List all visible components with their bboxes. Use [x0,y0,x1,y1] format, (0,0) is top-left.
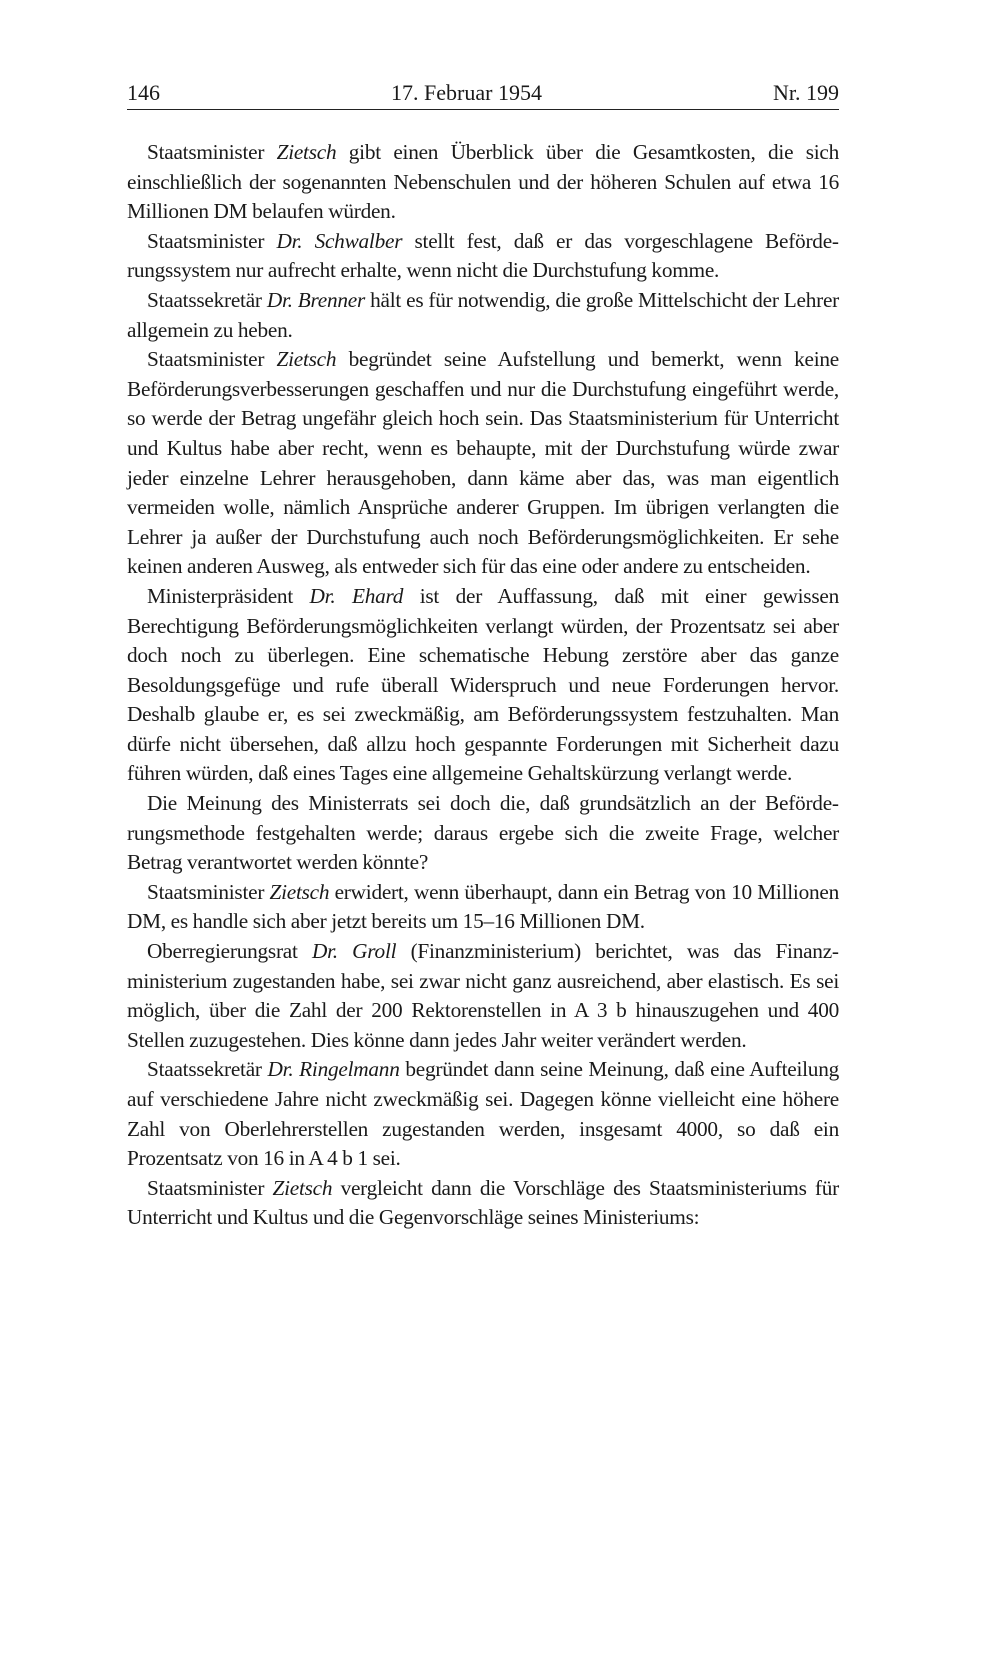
paragraph-text: ist der Auffassung, daß mit einer gewissen Berechtigung Beförderungsmöglichkeiten verlangt würden, der Prozentsatz sei aber doch noch zu überlegen. Eine schematische Hebung zerstöre aber das ganze Besoldungsgefüge und rufe überall Widerspruch und neue Forderungen hervor. Deshalb glaube er, es sei zweckmäßig, am Beförderungssystem festzuhalten. Man dürfe nicht übersehen, daß allzu hoch gespannte Forderungen mit Sicherheit dazu führen würden, daß eines Tages eine allgemeine Gehaltskürzung verlangt werde. [127,583,839,786]
paragraph [127,878,839,937]
paragraph-text: gibt einen Überblick über die Gesamtkosten, die sich einschließlich der sogenannten Nebenschulen und der höheren Schulen auf etwa 16 Millionen DM belaufen würden. [127,140,840,224]
paragraph-text: Staatsminister [147,1175,273,1200]
paragraph-text: stellt fest, daß er das vorgeschlagene Beförderungssystem nur aufrecht erhalte, wenn nicht die Durchstufung komme. [127,228,839,283]
paragraph-text: Staatsminister [147,228,277,253]
paragraph [127,286,839,345]
paragraph-text: Staatssekretär [147,287,267,312]
body-text [127,138,839,1233]
paragraph-text: begründet dann seine Meinung, daß eine Aufteilung auf verschiedene Jahre nicht zweckmäßig sei. Dagegen könne vielleicht eine höhere Zahl von Oberlehrerstellen zugestanden werden, insgesamt 4000, so daß ein Prozentsatz von 16 in A 4 b 1 sei. [127,1057,839,1171]
paragraph-text: Staatsminister [147,347,277,372]
speaker-name: Dr. Brenner [266,287,366,312]
paragraph [127,1174,839,1233]
paragraph-text: vergleicht dann die Vorschläge des Staatsministeriums für Unterricht und Kultus und die Gegenvorschläge seines Ministeriums: [127,1175,839,1230]
paragraph [127,138,839,227]
speaker-name: Zietsch [269,879,330,904]
paragraph [127,937,839,1055]
document-number: Nr. 199 [772,80,839,105]
paragraph [127,582,839,789]
paragraph [127,789,839,878]
document-page [127,78,839,1233]
paragraph-text: Ministerpräsident [147,583,310,608]
paragraph-text: begründet seine Aufstellung und bemerkt, wenn keine Beförderungsverbesserungen geschaffen und nur die Durchstufung eingeführt werde, so werde der Betrag ungefähr gleich hoch sein. Das Staatsministerium für Unterricht und Kultus habe aber recht, wenn es behaupte, mit der Durchstufung würde zwar jeder einzelne Lehrer herausgehoben, dann käme aber das, was man eigentlich vermeiden wolle, nämlich Ansprüche anderer Gruppen. Im übrigen verlangten die Lehrer ja außer der Durchstufung auch noch Beförderungsmöglichkeiten. Er sehe keinen anderen Ausweg, als entweder sich für das eine oder andere zu entscheiden. [127,347,839,579]
paragraph-text: Staatssekretär [147,1057,268,1082]
paragraph-text: erwidert, wenn überhaupt, dann ein Betrag von 10 Millionen DM, es handle sich aber jetzt bereits um 15–16 Millionen DM. [127,879,839,934]
speaker-name: Dr. Ringelmann [267,1057,400,1082]
paragraph [127,345,839,582]
speaker-name: Dr. Ehard [309,583,404,608]
header-date: 17. Februar 1954 [391,80,542,105]
page-number: 146 [127,80,160,105]
paragraph-text: Staatsminister [147,140,277,164]
paragraph-text: Die Meinung des Ministerrats sei doch die, daß grundsätzlich an der Beförderungsmethode festgehalten werde; daraus ergebe sich die zweite Frage, welcher Betrag verantwortet werden könnte? [127,791,839,875]
speaker-name: Dr. Schwalber [276,228,403,253]
paragraph-text: hält es für notwendig, die große Mittelschicht der Lehrer allgemein zu heben. [127,287,839,342]
speaker-name: Zietsch [272,1175,333,1200]
paragraph [127,1055,839,1173]
paragraph-text: Staatsminister [147,879,270,904]
running-header [127,78,839,110]
paragraph-text: (Finanzministerium) berichtet, was das Finanzministerium zugestanden habe, sei zwar nicht ganz ausreichend, aber elastisch. Es sei möglich, über die Zahl der 200 Rektorenstellen in A 3 b hinauszugehen und 400 Stellen zuzugestehen. Dies könne dann jedes Jahr weiter verändert werden. [127,939,839,1052]
paragraph-text: Oberregierungsrat [147,939,312,964]
speaker-name: Zietsch [276,347,337,372]
speaker-name: Dr. Groll [311,939,397,964]
speaker-name: Zietsch [276,140,337,164]
paragraph [127,227,839,286]
